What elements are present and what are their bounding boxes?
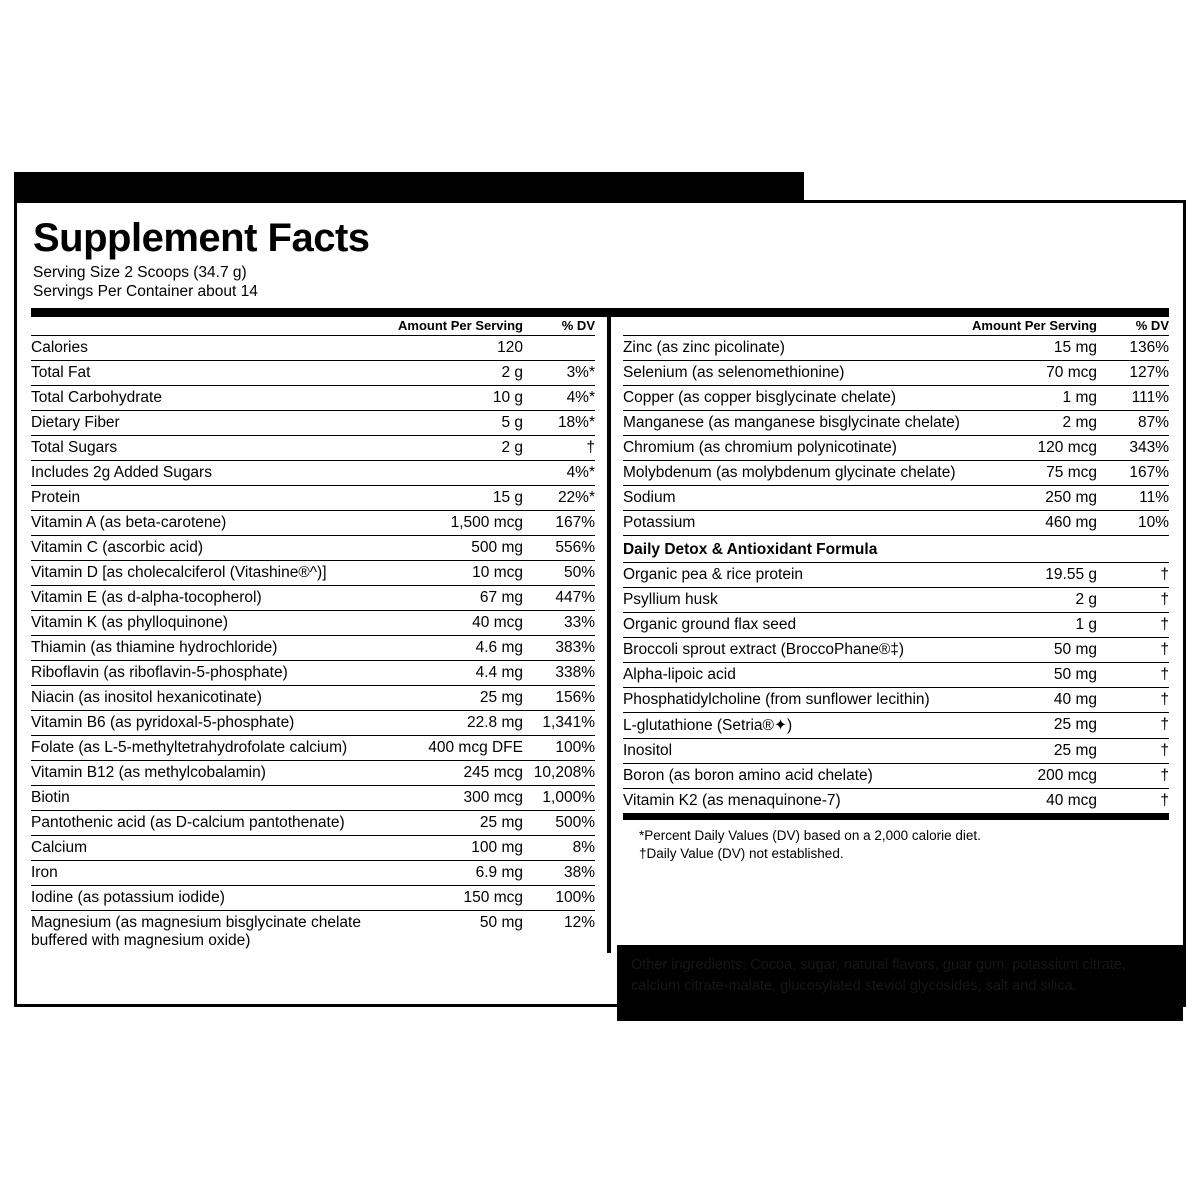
nutrient-amount: 100 mg [393,835,523,860]
nutrient-name: Vitamin A (as beta-carotene) [31,510,393,535]
table-row [31,410,595,435]
nutrient-name: Dietary Fiber [31,410,393,435]
nutrient-name: Includes 2g Added Sugars [31,460,393,485]
table-row [31,510,595,535]
nutrient-daily-value: 33% [523,610,595,635]
nutrient-name: Vitamin D [as cholecalciferol (Vitashine®^)] [31,560,393,585]
nutrient-amount: 40 mcg [967,788,1097,816]
other-ingredients-box [617,945,1183,1021]
nutrient-name: Vitamin B12 (as methylcobalamin) [31,760,393,785]
serving-size: Serving Size 2 Scoops (34.7 g) [33,264,247,281]
nutrient-name: Vitamin C (ascorbic acid) [31,535,393,560]
table-row [623,485,1169,510]
right-amount-header: Amount Per Serving [967,317,1097,336]
nutrient-daily-value: 100% [523,885,595,910]
nutrient-name: Calcium [31,835,393,860]
table-row [623,587,1169,612]
table-row [31,435,595,460]
nutrient-amount: 10 mcg [393,560,523,585]
nutrient-amount: 150 mcg [393,885,523,910]
nutrient-daily-value: † [1097,712,1169,738]
nutrient-amount: 2 g [393,360,523,385]
nutrient-amount [393,460,523,485]
nutrient-daily-value: 87% [1097,410,1169,435]
table-row [31,335,595,360]
table-row [31,585,595,610]
nutrient-amount: 200 mcg [967,763,1097,788]
table-row [31,385,595,410]
table-row [623,510,1169,535]
nutrient-name: Molybdenum (as molybdenum glycinate chelate) [623,460,967,485]
page-title: Supplement Facts [33,216,370,260]
left-column [31,317,607,953]
nutrient-name: Vitamin B6 (as pyridoxal-5-phosphate) [31,710,393,735]
nutrient-amount: 1 mg [967,385,1097,410]
nutrient-daily-value: † [1097,687,1169,712]
nutrient-daily-value: 136% [1097,335,1169,360]
left-name-header [31,317,393,336]
nutrient-name: Alpha-lipoic acid [623,662,967,687]
nutrient-name: Riboflavin (as riboflavin-5-phosphate) [31,660,393,685]
nutrient-name: Vitamin K2 (as menaquinone-7) [623,788,967,816]
table-row [31,735,595,760]
nutrient-amount: 245 mcg [393,760,523,785]
table-row [31,810,595,835]
right-dv-header: % DV [1097,317,1169,336]
nutrient-daily-value: 167% [1097,460,1169,485]
table-row [31,910,595,953]
nutrient-name: Sodium [623,485,967,510]
table-row [31,885,595,910]
table-row [31,710,595,735]
other-ingredients-line-2: calcium citrate-malate, glucosylated steviol glycosides, salt and silica. [631,978,1077,995]
servings-per-container: Servings Per Container about 14 [33,283,258,301]
table-row [623,360,1169,385]
section-heading-row [623,535,1169,562]
table-row [31,610,595,635]
nutrient-daily-value: 10% [1097,510,1169,535]
table-row [31,685,595,710]
nutrient-amount: 70 mcg [967,360,1097,385]
nutrient-amount: 120 mcg [967,435,1097,460]
nutrient-daily-value: 8% [523,835,595,860]
nutrient-name: Magnesium (as magnesium bisglycinate chelate buffered with magnesium oxide) [31,913,361,949]
nutrient-amount: 40 mg [967,687,1097,712]
right-name-header [623,317,967,336]
nutrient-amount: 2 g [393,435,523,460]
nutrient-daily-value: 10,208% [523,760,595,785]
table-row [623,410,1169,435]
nutrient-name: Niacin (as inositol hexanicotinate) [31,685,393,710]
nutrient-name: Vitamin E (as d-alpha-tocopherol) [31,585,393,610]
table-row [31,760,595,785]
nutrient-daily-value: † [523,435,595,460]
nutrient-amount: 10 g [393,385,523,410]
nutrient-daily-value: † [1097,763,1169,788]
table-row [31,635,595,660]
nutrient-amount: 25 mg [393,810,523,835]
nutrient-daily-value: 156% [523,685,595,710]
nutrient-daily-value: 38% [523,860,595,885]
nutrient-amount: 300 mcg [393,785,523,810]
nutrient-daily-value: 1,000% [523,785,595,810]
nutrient-daily-value: † [1097,738,1169,763]
nutrient-name: Broccoli sprout extract (BroccoPhane®‡) [623,637,967,662]
nutrient-amount: 22.8 mg [393,710,523,735]
footnote-block [639,827,1153,863]
right-nutrient-table [623,317,1169,820]
table-row [31,460,595,485]
nutrient-daily-value: 127% [1097,360,1169,385]
nutrient-daily-value: † [1097,788,1169,816]
nutrient-name: Chromium (as chromium polynicotinate) [623,435,967,460]
nutrient-name: Psyllium husk [623,587,967,612]
nutrient-daily-value: 338% [523,660,595,685]
nutrient-name: Total Fat [31,360,393,385]
nutrient-amount: 19.55 g [967,562,1097,587]
nutrient-amount: 67 mg [393,585,523,610]
nutrient-daily-value [523,335,595,360]
nutrient-amount: 6.9 mg [393,860,523,885]
right-column [611,317,1169,863]
nutrient-daily-value: 22%* [523,485,595,510]
nutrient-amount: 50 mg [967,637,1097,662]
nutrient-amount: 460 mg [967,510,1097,535]
supplement-facts-panel [14,200,1186,1007]
nutrient-name: Inositol [623,738,967,763]
nutrient-daily-value: 383% [523,635,595,660]
nutrient-name: Pantothenic acid (as D-calcium pantothenate) [31,810,393,835]
nutrient-daily-value: † [1097,612,1169,637]
nutrient-amount: 4.4 mg [393,660,523,685]
nutrient-name: Copper (as copper bisglycinate chelate) [623,385,967,410]
nutrient-daily-value: 447% [523,585,595,610]
nutrient-name: Total Carbohydrate [31,385,393,410]
nutrient-daily-value: 500% [523,810,595,835]
nutrient-amount: 250 mg [967,485,1097,510]
table-row [623,612,1169,637]
table-row [31,660,595,685]
nutrient-name: Total Sugars [31,435,393,460]
other-ingredients-line-1: Other ingredients: Cocoa, sugar, natural flavors, guar gum, potassium citrate, [631,957,1126,973]
table-row [31,860,595,885]
nutrient-daily-value: 12% [563,913,595,931]
nutrient-name: Thiamin (as thiamine hydrochloride) [31,635,393,660]
table-row [31,560,595,585]
table-row [31,485,595,510]
nutrient-daily-value: 167% [523,510,595,535]
nutrient-daily-value: † [1097,662,1169,687]
footnote-dagger: †Daily Value (DV) not established. [638,845,844,861]
nutrient-daily-value: 11% [1097,485,1169,510]
nutrient-amount: 25 mg [967,738,1097,763]
table-row [623,637,1169,662]
table-row [623,687,1169,712]
nutrient-daily-value: 556% [523,535,595,560]
header-rule [31,308,1169,317]
nutrient-daily-value: 4%* [523,460,595,485]
table-row [623,435,1169,460]
table-row [31,835,595,860]
nutrient-name: Protein [31,485,393,510]
section-heading: Daily Detox & Antioxidant Formula [623,535,1169,562]
nutrient-amount: 75 mcg [967,460,1097,485]
nutrient-amount: 2 mg [967,410,1097,435]
nutrient-daily-value: † [1097,637,1169,662]
table-row [31,360,595,385]
nutrient-amount: 5 g [393,410,523,435]
nutrient-name: Calories [31,335,393,360]
nutrient-name: Iodine (as potassium iodide) [31,885,393,910]
table-row [623,662,1169,687]
table-row [623,385,1169,410]
nutrient-daily-value: † [1097,562,1169,587]
table-row [623,460,1169,485]
nutrient-amount: 50 mg [479,913,523,931]
nutrient-name: Phosphatidylcholine (from sunflower lecithin) [623,687,967,712]
nutrient-name: Manganese (as manganese bisglycinate chelate) [623,410,967,435]
nutrient-amount: 50 mg [967,662,1097,687]
nutrient-amount: 2 g [967,587,1097,612]
nutrient-daily-value: 1,341% [523,710,595,735]
nutrient-amount: 40 mcg [393,610,523,635]
nutrient-name: Organic pea & rice protein [623,562,967,587]
nutrient-amount: 1 g [967,612,1097,637]
table-row [623,335,1169,360]
nutrient-name: Folate (as L-5-methyltetrahydrofolate calcium) [31,735,393,760]
left-nutrient-table [31,317,595,953]
table-row [623,738,1169,763]
table-row [31,785,595,810]
nutrient-daily-value: † [1097,587,1169,612]
nutrient-daily-value: 111% [1097,385,1169,410]
facts-columns [17,317,1183,953]
nutrient-amount: 120 [393,335,523,360]
table-row [623,788,1169,816]
right-column-headers [623,317,1169,336]
nutrient-amount: 1,500 mcg [393,510,523,535]
nutrient-name: Organic ground flax seed [623,612,967,637]
nutrient-amount: 15 mg [967,335,1097,360]
table-row [623,712,1169,738]
footnote-percent-dv: *Percent Daily Values (DV) based on a 2,000 calorie diet. [638,827,981,843]
nutrient-amount: 25 mg [393,685,523,710]
nutrient-daily-value: 100% [523,735,595,760]
left-dv-header: % DV [523,317,595,336]
left-column-headers [31,317,595,336]
nutrient-name: Selenium (as selenomethionine) [623,360,967,385]
nutrient-daily-value: 343% [1097,435,1169,460]
nutrient-name: L-glutathione (Setria®✦) [623,712,967,738]
nutrient-name: Boron (as boron amino acid chelate) [623,763,967,788]
nutrient-amount: 4.6 mg [393,635,523,660]
nutrient-amount: 500 mg [393,535,523,560]
nutrient-name: Vitamin K (as phylloquinone) [31,610,393,635]
table-row [31,535,595,560]
table-row [623,763,1169,788]
nutrient-name: Iron [31,860,393,885]
nutrient-daily-value: 50% [523,560,595,585]
nutrient-amount: 25 mg [967,712,1097,738]
nutrient-amount: 15 g [393,485,523,510]
nutrient-name: Potassium [623,510,967,535]
nutrient-daily-value: 18%* [523,410,595,435]
left-amount-header: Amount Per Serving [393,317,523,336]
header-black-bar [14,172,804,200]
nutrient-amount: 400 mcg DFE [393,735,523,760]
table-row [623,562,1169,587]
nutrient-name: Zinc (as zinc picolinate) [623,335,967,360]
nutrient-daily-value: 3%* [523,360,595,385]
nutrient-name: Biotin [31,785,393,810]
nutrient-daily-value: 4%* [523,385,595,410]
